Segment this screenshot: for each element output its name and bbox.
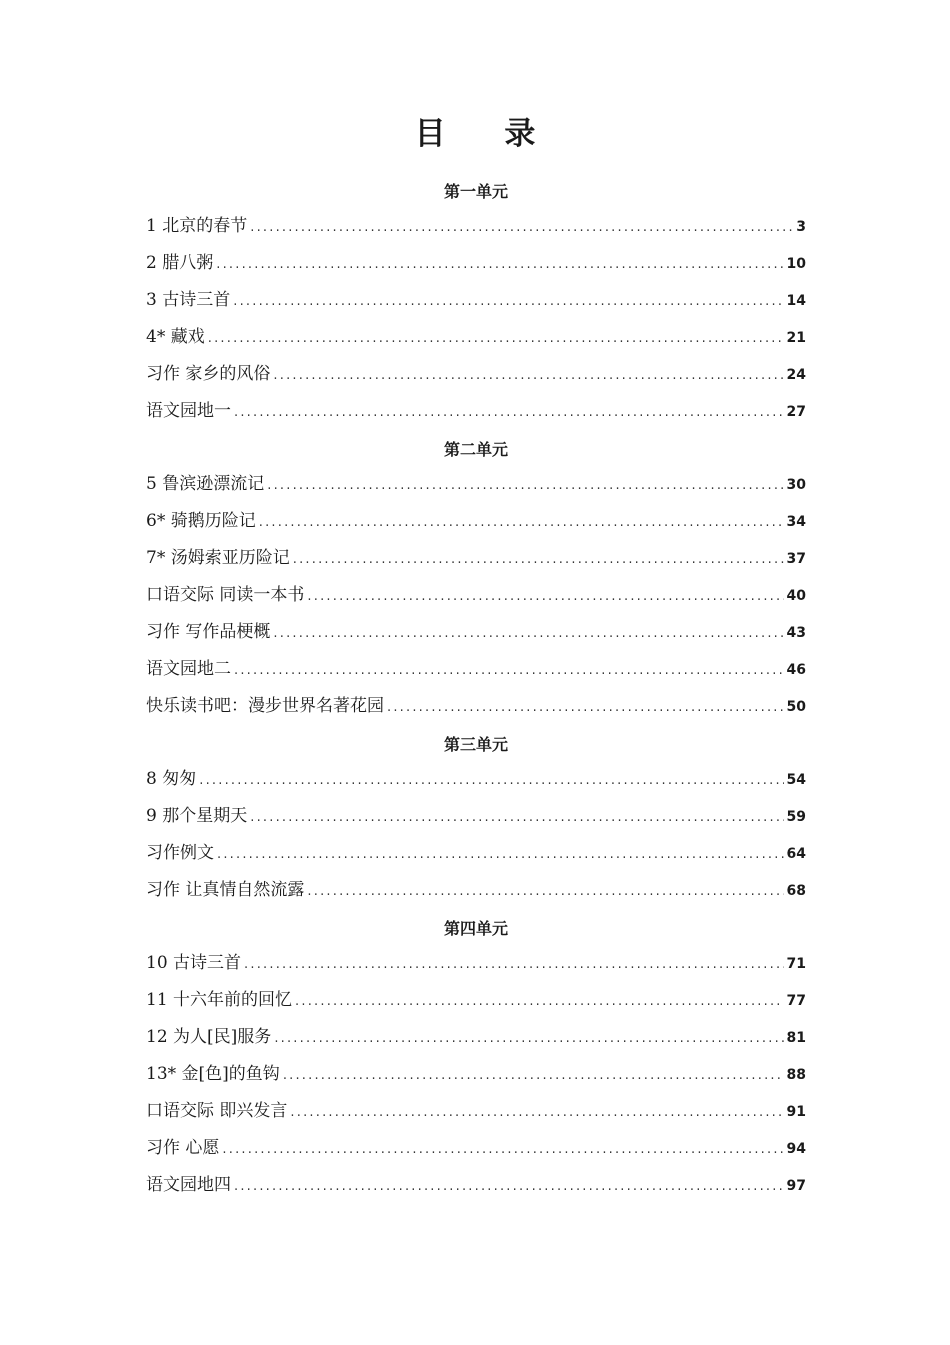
toc-entry-page: 77	[786, 993, 806, 1009]
toc-entry-page: 64	[786, 846, 806, 862]
toc-entry-title: 7* 汤姆索亚历险记	[146, 548, 290, 568]
toc-entry[interactable]	[146, 208, 806, 245]
toc-entry[interactable]	[146, 282, 806, 319]
toc-entry[interactable]	[146, 577, 806, 614]
dot-leader	[234, 1168, 784, 1205]
dot-leader	[199, 762, 783, 799]
toc-entry-title: 2 腊八粥	[146, 253, 214, 273]
toc-entry[interactable]	[146, 614, 806, 651]
toc-entry[interactable]	[146, 393, 806, 430]
dot-leader	[234, 652, 784, 689]
toc-entry-title: 6* 骑鹅历险记	[146, 511, 256, 531]
toc-entry-page: 68	[786, 883, 806, 899]
toc-entry[interactable]	[146, 982, 806, 1019]
dot-leader	[250, 799, 783, 836]
toc-entry[interactable]	[146, 1167, 806, 1204]
dot-leader	[208, 320, 784, 357]
toc-entry-page: 50	[786, 699, 806, 715]
toc-entry-title: 习作 心愿	[146, 1138, 220, 1158]
toc-entry[interactable]	[146, 1056, 806, 1093]
dot-leader	[290, 1094, 783, 1131]
toc-entry-page: 30	[786, 477, 806, 493]
toc-entry-page: 27	[786, 404, 806, 420]
toc-entry-title: 习作 家乡的风俗	[146, 364, 271, 384]
toc-entry-title: 4* 藏戏	[146, 327, 205, 347]
toc-entry[interactable]	[146, 1019, 806, 1056]
dot-leader	[295, 983, 783, 1020]
unit-heading: 第一单元	[443, 182, 508, 201]
dot-leader	[274, 1020, 783, 1057]
dot-leader	[233, 283, 783, 320]
toc-entry-page: 10	[786, 256, 806, 272]
dot-leader	[273, 357, 783, 394]
toc-entry-page: 43	[786, 625, 806, 641]
toc-entry[interactable]	[146, 945, 806, 982]
toc-entry[interactable]	[146, 835, 806, 872]
toc-entry[interactable]	[146, 872, 806, 909]
toc-entry[interactable]	[146, 356, 806, 393]
dot-leader	[216, 246, 783, 283]
toc-entry-title: 3 古诗三首	[146, 290, 231, 310]
toc-entry-page: 91	[786, 1104, 806, 1120]
toc-entry-page: 46	[786, 662, 806, 678]
toc-entry-title: 快乐读书吧：漫步世界名著花园	[146, 696, 384, 716]
unit-heading: 第三单元	[443, 735, 508, 754]
toc-entry-page: 81	[786, 1030, 806, 1046]
toc-entry-page: 59	[786, 809, 806, 825]
toc-entry-page: 37	[786, 551, 806, 567]
dot-leader	[283, 1057, 784, 1094]
dot-leader	[307, 578, 783, 615]
toc-entry-title: 9 那个星期天	[146, 806, 248, 826]
toc-entry[interactable]	[146, 761, 806, 798]
toc-entry-title: 口语交际 即兴发言	[146, 1101, 288, 1121]
table-of-contents	[146, 172, 806, 1204]
toc-entry-page: 14	[786, 293, 806, 309]
toc-entry-title: 习作例文	[146, 843, 214, 863]
dot-leader	[307, 873, 783, 910]
page-title: 目 录	[414, 116, 560, 152]
dot-leader	[217, 836, 784, 873]
toc-entry-page: 71	[786, 956, 806, 972]
toc-entry-page: 94	[786, 1141, 806, 1157]
dot-leader	[244, 946, 783, 983]
toc-entry-page: 40	[786, 588, 806, 604]
toc-entry[interactable]	[146, 245, 806, 282]
unit-heading: 第四单元	[443, 919, 508, 938]
dot-leader	[273, 615, 783, 652]
toc-entry-page: 24	[786, 367, 806, 383]
toc-entry-title: 11 十六年前的回忆	[146, 990, 293, 1010]
toc-entry[interactable]	[146, 651, 806, 688]
toc-entry-title: 习作 写作品梗概	[146, 622, 271, 642]
toc-entry[interactable]	[146, 503, 806, 540]
toc-entry[interactable]	[146, 798, 806, 835]
toc-entry-title: 5 鲁滨逊漂流记	[146, 474, 265, 494]
toc-entry[interactable]	[146, 319, 806, 356]
toc-entry-title: 13* 金[色]的鱼钩	[146, 1064, 280, 1084]
toc-entry-title: 8 匆匆	[146, 769, 197, 789]
dot-leader	[293, 541, 784, 578]
unit-heading: 第二单元	[443, 440, 508, 459]
toc-entry-page: 21	[786, 330, 806, 346]
toc-entry-title: 12 为人[民]服务	[146, 1027, 272, 1047]
toc-entry-page: 97	[786, 1178, 806, 1194]
dot-leader	[387, 689, 784, 726]
toc-entry[interactable]	[146, 540, 806, 577]
toc-entry[interactable]	[146, 1130, 806, 1167]
toc-entry-title: 口语交际 同读一本书	[146, 585, 305, 605]
toc-entry-title: 1 北京的春节	[146, 216, 248, 236]
dot-leader	[222, 1131, 783, 1168]
toc-entry-title: 习作 让真情自然流露	[146, 880, 305, 900]
toc-entry-page: 34	[786, 514, 806, 530]
toc-entry[interactable]	[146, 688, 806, 725]
toc-entry-title: 10 古诗三首	[146, 953, 242, 973]
toc-entry-page: 3	[796, 219, 806, 235]
dot-leader	[267, 467, 783, 504]
dot-leader	[250, 209, 793, 246]
toc-entry-title: 语文园地四	[146, 1175, 231, 1195]
toc-entry[interactable]	[146, 1093, 806, 1130]
toc-entry-title: 语文园地一	[146, 401, 231, 421]
toc-entry-page: 54	[786, 772, 806, 788]
toc-entry[interactable]	[146, 466, 806, 503]
dot-leader	[234, 394, 784, 431]
toc-entry-page: 88	[786, 1067, 806, 1083]
toc-entry-title: 语文园地二	[146, 659, 231, 679]
dot-leader	[259, 504, 784, 541]
